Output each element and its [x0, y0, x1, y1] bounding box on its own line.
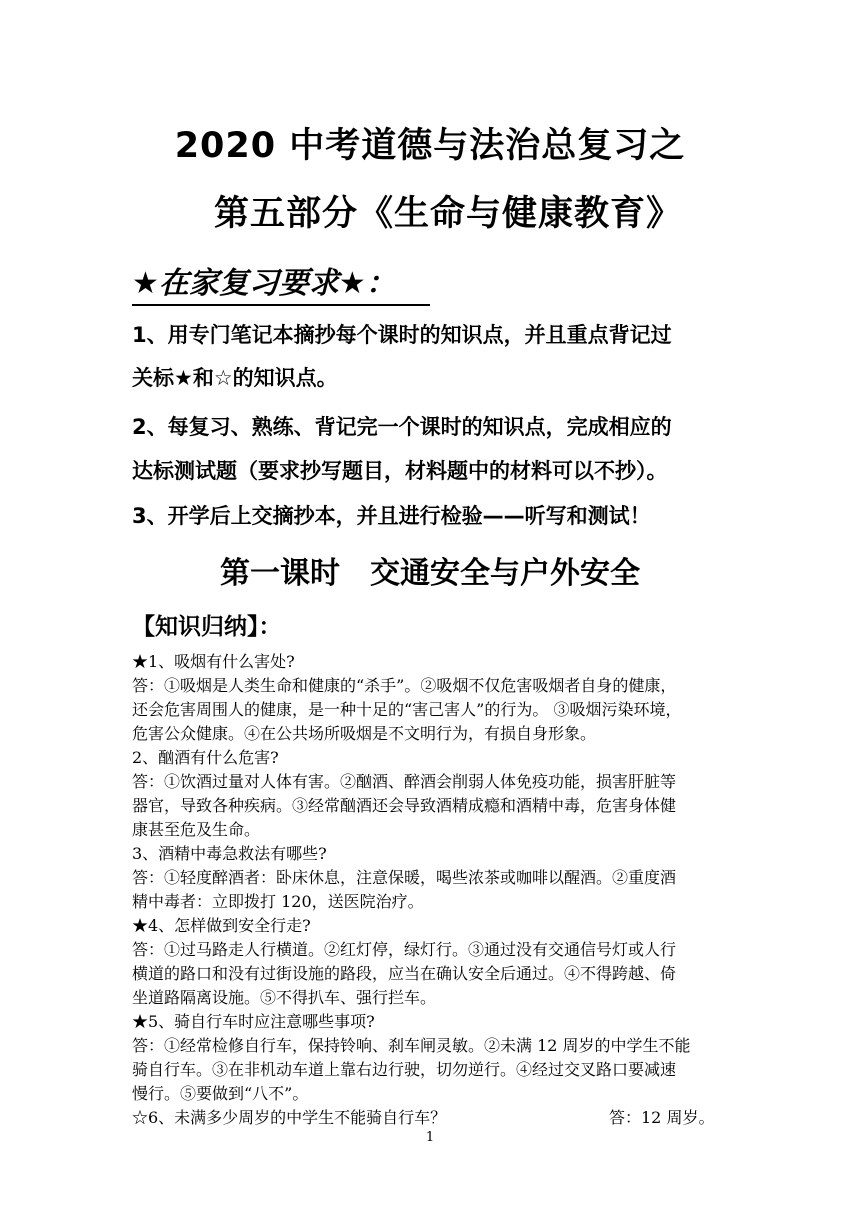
- body-line: 坐道路隔离设施。⑤不得扒车、强行拦车。: [132, 988, 437, 1007]
- lesson-title: 第一课时 交通安全与户外安全: [220, 556, 640, 591]
- body-line: 横道的路口和没有过街设施的路段，应当在确认安全后通过。④不得跨越、倚: [132, 964, 677, 983]
- body-line: 器官，导致各种疾病。③经常酗酒还会导致酒精成瘾和酒精中毒，危害身体健: [132, 796, 677, 815]
- title-line-1: 2020 中考道德与法治总复习之: [174, 126, 686, 166]
- question-6-answer: 答：12 周岁。: [609, 1108, 715, 1127]
- body-line: ★4、怎样做到安全行走?: [132, 916, 311, 935]
- body-line: 骑自行车。③在非机动车道上靠右边行驶，切勿逆行。④经过交叉路口要减速: [132, 1060, 677, 1079]
- requirement-1-line-2: 关标★和☆的知识点。: [132, 366, 338, 390]
- requirement-3: 3、开学后上交摘抄本，并且进行检验——听写和测试！: [132, 504, 651, 528]
- body-line: ★1、吸烟有什么害处?: [132, 652, 295, 671]
- body-line: 答：①饮酒过量对人体有害。②酗酒、醉酒会削弱人体免疫功能，损害肝脏等: [132, 772, 677, 791]
- question-6: ☆6、未满多少周岁的中学生不能骑自行车？: [132, 1108, 447, 1127]
- knowledge-body: [132, 650, 732, 1130]
- requirement-1-line-1: 1、用专门笔记本摘抄每个课时的知识点，并且重点背记过: [132, 323, 672, 347]
- page-number: 1: [425, 1130, 435, 1145]
- knowledge-heading: 【知识归纳】：: [132, 614, 282, 640]
- body-line: 危害公众健康。④在公共场所吸烟是不文明行为，有损自身形象。: [132, 724, 597, 743]
- question-6-line: [132, 1106, 732, 1130]
- body-line: 康甚至危及生命。: [132, 820, 261, 839]
- body-line: 精中毒者：立即拨打 120，送医院治疗。: [132, 892, 424, 911]
- body-line: 答：①经常检修自行车，保持铃响、刹车闸灵敏。②未满 12 周岁的中学生不能: [132, 1036, 691, 1055]
- body-line: 答：①过马路走人行横道。②红灯停，绿灯行。③通过没有交通信号灯或人行: [132, 940, 677, 959]
- requirement-2-line-1: 2、每复习、熟练、背记完一个课时的知识点，完成相应的: [132, 415, 672, 439]
- body-line: 2、酗酒有什么危害?: [132, 748, 279, 767]
- title-line-2: 第五部分《生命与健康教育》: [213, 194, 682, 234]
- body-line: 慢行。⑤要做到“八不”。: [132, 1084, 309, 1103]
- home-review-heading: ★在家复习要求★：: [132, 258, 430, 306]
- body-line: 3、酒精中毒急救法有哪些?: [132, 844, 327, 863]
- body-line: ★5、骑自行车时应注意哪些事项?: [132, 1012, 375, 1031]
- body-line: 还会危害周围人的健康，是一种十足的“害己害人”的行为。 ③吸烟污染环境，: [132, 700, 682, 719]
- requirement-2-line-2: 达标测试题（要求抄写题目，材料题中的材料可以不抄）。: [132, 459, 668, 483]
- body-line: 答：①轻度醉酒者：卧床休息，注意保暖，喝些浓茶或咖啡以醒酒。②重度酒: [132, 868, 677, 887]
- body-line: 答：①吸烟是人类生命和健康的“杀手”。②吸烟不仅危害吸烟者自身的健康，: [132, 676, 677, 695]
